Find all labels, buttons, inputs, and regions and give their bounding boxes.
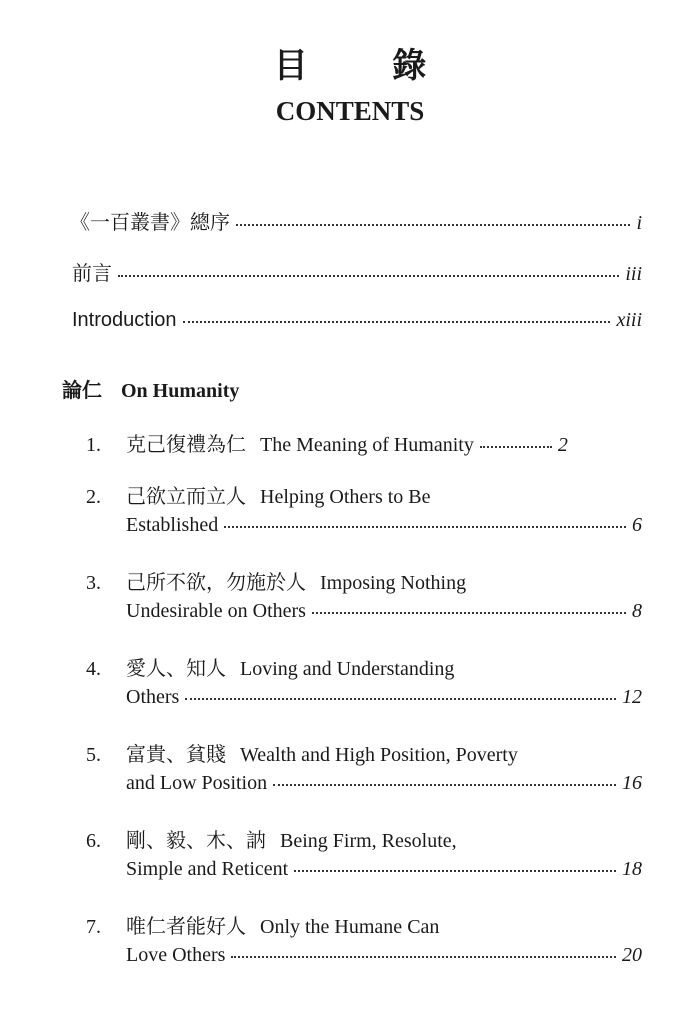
toc-entry[interactable] <box>86 652 454 681</box>
entry-title-chinese: 己所不欲，勿施於人 <box>126 572 306 594</box>
dot-leader <box>183 321 611 323</box>
entry-number: 4. <box>86 658 101 680</box>
toc-page-number: iii <box>625 263 642 285</box>
toc-page-number: 18 <box>622 858 642 880</box>
entry-title-english: Wealth and High Position, Poverty <box>240 744 518 766</box>
dot-leader <box>231 956 616 958</box>
entry-title-english: Helping Others to Be <box>260 486 431 508</box>
entry-number: 3. <box>86 572 101 594</box>
entry-title-english: Loving and Understanding <box>240 658 455 680</box>
entry-number: 6. <box>86 830 101 852</box>
toc-entry-continuation[interactable] <box>126 686 642 709</box>
entry-title-english: The Meaning of Humanity <box>260 434 474 456</box>
toc-entry[interactable] <box>86 910 439 939</box>
toc-page-number: i <box>636 212 642 234</box>
entry-title-english: Only the Humane Can <box>260 916 440 938</box>
page-title-english: CONTENTS <box>275 96 425 126</box>
entry-number: 5. <box>86 744 101 766</box>
toc-entry[interactable] <box>86 428 568 457</box>
section-title-english: On Humanity <box>121 380 240 402</box>
toc-page-number: 6 <box>632 514 642 536</box>
toc-entry-continuation[interactable] <box>126 858 642 881</box>
entry-title-english: Being Firm, Resolute, <box>280 830 457 852</box>
entry-title-chinese: 克己復禮為仁 <box>126 434 246 456</box>
entry-number: 7. <box>86 916 101 938</box>
entry-title-chinese: 富貴、貧賤 <box>126 744 226 766</box>
entry-title-english-cont: Established <box>126 514 219 536</box>
dot-leader <box>185 698 616 700</box>
dot-leader <box>224 526 626 528</box>
toc-entry-continuation[interactable] <box>126 944 642 967</box>
toc-front-matter-preface[interactable] <box>70 206 642 235</box>
entry-number: 2. <box>86 486 101 508</box>
toc-page-number: 2 <box>557 434 568 456</box>
toc-page-number: xiii <box>616 309 642 331</box>
toc-entry[interactable] <box>86 738 518 767</box>
entry-title-chinese: 唯仁者能好人 <box>126 916 246 938</box>
toc-page-number: 16 <box>622 772 642 794</box>
page-title-chinese: 目 錄 <box>273 48 465 85</box>
toc-page-number: 12 <box>622 686 642 708</box>
toc-page-number: 20 <box>622 944 642 966</box>
entry-number: 1. <box>86 434 101 456</box>
entry-title-english-cont: Love Others <box>126 944 226 966</box>
toc-entry[interactable] <box>86 824 457 853</box>
toc-entry[interactable] <box>86 566 466 595</box>
dot-leader <box>118 275 619 277</box>
toc-front-matter-foreword[interactable] <box>72 257 642 286</box>
dot-leader <box>480 446 552 448</box>
toc-front-matter-introduction[interactable] <box>72 309 642 332</box>
entry-title-english-cont: Simple and Reticent <box>126 858 289 880</box>
section-heading <box>62 374 239 403</box>
section-title-chinese: 論仁 <box>62 380 102 402</box>
dot-leader <box>294 870 616 872</box>
dot-leader <box>312 612 626 614</box>
entry-title-english: Imposing Nothing <box>320 572 467 594</box>
toc-label: Introduction <box>72 309 177 331</box>
toc-label: 前言 <box>72 263 112 285</box>
entry-title-english-cont: Others <box>126 686 180 708</box>
entry-title-chinese: 愛人、知人 <box>126 658 226 680</box>
dot-leader <box>273 784 616 786</box>
entry-title-chinese: 剛、毅、木、訥 <box>126 830 266 852</box>
toc-label: 《一百叢書》總序 <box>70 212 230 234</box>
toc-entry[interactable] <box>86 480 431 509</box>
entry-title-english-cont: and Low Position <box>126 772 268 794</box>
toc-page-number: 8 <box>632 600 642 622</box>
toc-entry-continuation[interactable] <box>126 772 642 795</box>
entry-title-english-cont: Undesirable on Others <box>126 600 306 622</box>
toc-entry-continuation[interactable] <box>126 600 642 623</box>
dot-leader <box>236 224 630 226</box>
toc-entry-continuation[interactable] <box>126 514 642 537</box>
entry-title-chinese: 己欲立而立人 <box>126 486 246 508</box>
